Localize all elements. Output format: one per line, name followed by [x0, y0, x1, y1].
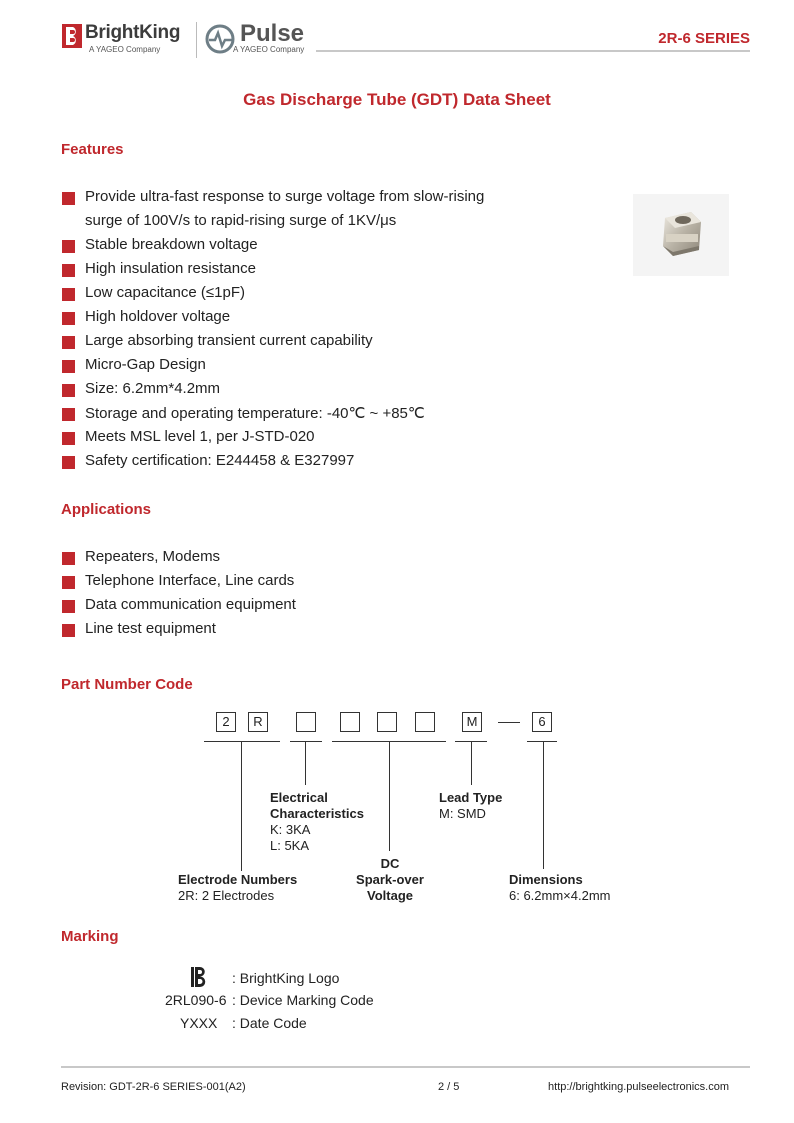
footer-rule	[61, 1066, 750, 1068]
bullet-square-icon	[62, 384, 75, 397]
code-box	[296, 712, 316, 732]
lead-type-label: Lead Type M: SMD	[439, 790, 503, 821]
bullet-square-icon	[62, 360, 75, 373]
bullet-square-icon	[62, 552, 75, 565]
footer-revision: Revision: GDT-2R-6 SERIES-001(A2)	[61, 1081, 246, 1093]
bullet-square-icon	[62, 192, 75, 205]
group-underline	[527, 741, 557, 742]
brightking-name: BrightKing	[85, 22, 181, 43]
code-box: 6	[532, 712, 552, 732]
applications-heading: Applications	[61, 501, 152, 518]
code-dash	[498, 722, 520, 723]
bullet-square-icon	[62, 600, 75, 613]
electrical-label: Electrical Characteristics K: 3KA L: 5KA	[270, 790, 364, 853]
code-box	[377, 712, 397, 732]
bullet-square-icon	[62, 576, 75, 589]
code-box	[340, 712, 360, 732]
code-box: 2	[216, 712, 236, 732]
marking-code: 2RL090-6	[165, 992, 227, 1008]
dc-sparkover-label: DC Spark-over Voltage	[356, 856, 424, 903]
code-box: M	[462, 712, 482, 732]
header-rule	[316, 50, 750, 52]
gdt-component-icon	[633, 194, 729, 276]
series-label: 2R-6 SERIES	[658, 30, 750, 47]
brightking-logo-icon	[62, 24, 82, 48]
dimensions-label: Dimensions 6: 6.2mm×4.2mm	[509, 872, 611, 903]
marking-heading: Marking	[61, 928, 119, 945]
bullet-square-icon	[62, 240, 75, 253]
code-box: R	[248, 712, 268, 732]
brightking-sub: A YAGEO Company	[89, 45, 161, 54]
leader-line	[389, 741, 390, 851]
footer-url[interactable]: http://brightking.pulseelectronics.com	[548, 1081, 729, 1093]
marking-logo-desc: : BrightKing Logo	[232, 970, 340, 986]
pulse-name: Pulse	[240, 20, 305, 47]
product-image	[633, 194, 729, 276]
bullet-square-icon	[62, 432, 75, 445]
bullet-square-icon	[62, 336, 75, 349]
brightking-marking-logo-icon	[191, 967, 207, 987]
leader-line	[471, 741, 472, 785]
bullet-square-icon	[62, 624, 75, 637]
code-box	[415, 712, 435, 732]
page-title: Gas Discharge Tube (GDT) Data Sheet	[243, 90, 551, 109]
part-number-heading: Part Number Code	[61, 676, 193, 693]
group-underline	[290, 741, 322, 742]
features-heading: Features	[61, 141, 124, 158]
bullet-square-icon	[62, 312, 75, 325]
marking-code-desc: : Device Marking Code	[232, 992, 374, 1008]
electrode-label: Electrode Numbers 2R: 2 Electrodes	[178, 872, 298, 903]
bullet-square-icon	[62, 288, 75, 301]
group-underline	[204, 741, 280, 742]
bullet-square-icon	[62, 456, 75, 469]
marking-date: YXXX	[180, 1015, 218, 1031]
leader-line	[543, 741, 544, 869]
footer-page-number: 2 / 5	[438, 1081, 460, 1093]
pulse-sub: A YAGEO Company	[233, 45, 305, 54]
leader-line	[241, 741, 242, 871]
leader-line	[305, 741, 306, 785]
logo-divider	[196, 22, 197, 58]
bullet-square-icon	[62, 264, 75, 277]
bullet-square-icon	[62, 408, 75, 421]
marking-date-desc: : Date Code	[232, 1015, 307, 1031]
